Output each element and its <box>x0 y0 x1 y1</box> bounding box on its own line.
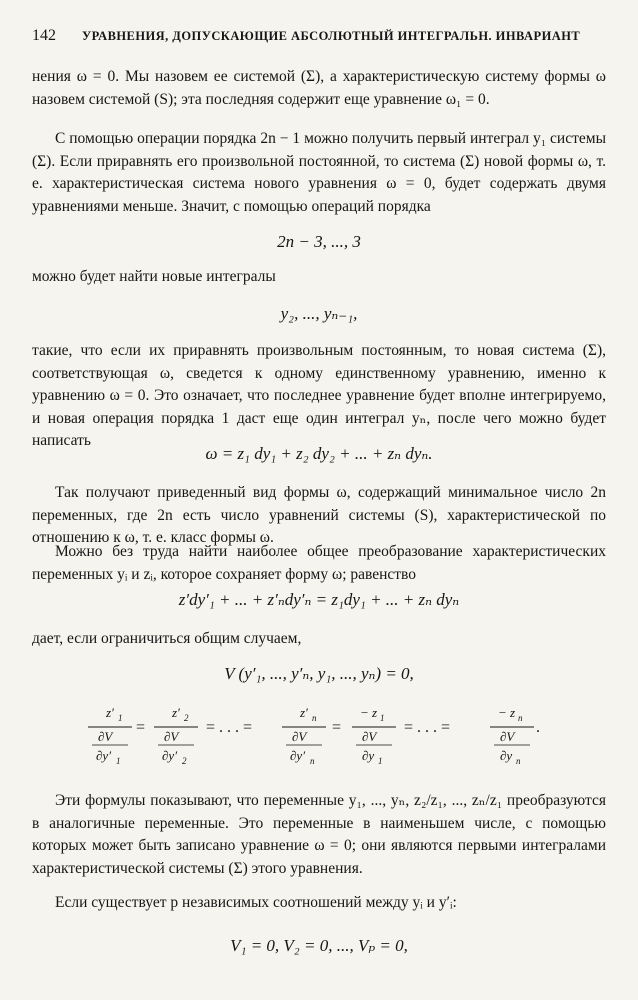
svg-text:=: = <box>136 719 146 736</box>
paragraph-2: С помощью операции порядка 2n − 1 можно получить первый интеграл y₁ системы (Σ). Если приравнять его произвольной постоянной, то система (Σ) новой формы ω, т. е. характеристическая система нового уравнения ω = 0, будет содержать двумя уравнениями меньше. Значит, с помощью операций порядка <box>32 130 606 215</box>
svg-text:∂y′: ∂y′ <box>162 748 178 763</box>
paragraph-6: Можно без труда найти наиболее общее преобразование характеристических переменных yᵢ и zᵢ, которое сохраняет форму ω; равенство <box>32 543 606 583</box>
svg-text:∂y′: ∂y′ <box>290 748 306 763</box>
running-header <box>32 27 612 49</box>
svg-text:.: . <box>536 719 540 736</box>
formula-ratios <box>84 700 554 770</box>
svg-text:∂y: ∂y <box>500 748 513 763</box>
formula-invariance-text: z′dy′₁ + ... + z′ₙdy′ₙ = z₁dy₁ + ... + zₙ dyₙ <box>178 590 460 609</box>
svg-text:∂y′: ∂y′ <box>96 748 112 763</box>
formula-reduced-form-text: ω = z₁ dy₁ + z₂ dy₂ + ... + zₙ dyₙ. <box>205 444 433 463</box>
svg-text:∂V: ∂V <box>500 729 515 744</box>
paragraph-5: Так получают приведенный вид формы ω, содержащий минимальное число 2n переменных, где 2n есть число уравнений системы (S), характеристической по отношению к ω, т. е. класс формы ω. <box>32 484 606 546</box>
paragraph-8: Эти формулы показывают, что переменные y₁, ..., yₙ, z₂/z₁, ..., zₙ/z₁ преобразуются в аналогичные переменные. Это переменные в наименьшем числе, с помощью которых может быть записано уравнение ω = 0; они являются первыми интегралами характеристической системы (Σ) этого уравнения. <box>32 792 606 877</box>
paragraph-3: можно будет найти новые интегралы <box>32 268 276 285</box>
running-title: УРАВНЕНИЯ, ДОПУСКАЮЩИЕ АБСОЛЮТНЫЙ ИНТЕГРАЛЬН. ИНВАРИАНТ <box>82 29 581 43</box>
svg-text:1: 1 <box>380 713 385 723</box>
svg-text:1: 1 <box>118 713 123 723</box>
paragraph-4: такие, что если их приравнять произвольным постоянным, то новая система (Σ), соответствующая ω, сведется к одному единственному уравнению, именно к уравнению ω = 0. Это означает, что последнее уравнение будет вполне интегрируемо, и новая операция порядка 1 даст еще один интеграл yₙ, после чего можно будет написать <box>32 342 606 449</box>
svg-text:z′: z′ <box>300 705 308 720</box>
svg-text:∂V: ∂V <box>98 729 113 744</box>
svg-text:2: 2 <box>182 756 187 766</box>
page-number: 142 <box>32 27 56 44</box>
svg-text:− z: − z <box>360 705 378 720</box>
svg-text:1: 1 <box>378 756 383 766</box>
svg-text:n: n <box>518 713 523 723</box>
svg-text:= . . . =: = . . . = <box>206 719 253 736</box>
paragraph-7: дает, если ограничиться общим случаем, <box>32 630 302 647</box>
formula-orders <box>0 232 638 252</box>
paragraph-9: Если существует p независимых соотношений между yᵢ и y′ᵢ: <box>55 894 457 911</box>
svg-text:2: 2 <box>184 713 189 723</box>
svg-text:1: 1 <box>116 756 121 766</box>
formula-reduced-form <box>0 444 638 464</box>
paragraph-1: нения ω = 0. Мы назовем ее системой (Σ), а характеристическую систему формы ω назовем системой (S); эта последняя содержит еще уравнение ω₁ = 0. <box>32 68 606 108</box>
svg-text:∂V: ∂V <box>362 729 377 744</box>
formula-orders-text: 2n − 3, ..., 3 <box>277 232 361 251</box>
svg-text:n: n <box>312 713 317 723</box>
formula-relation <box>0 664 638 684</box>
formula-relations-p <box>0 936 638 956</box>
svg-text:∂V: ∂V <box>292 729 307 744</box>
formula-new-integrals <box>0 304 638 324</box>
formula-relations-p-text: V₁ = 0, V₂ = 0, ..., Vₚ = 0, <box>230 936 408 955</box>
formula-invariance <box>0 590 638 610</box>
svg-text:=: = <box>332 719 342 736</box>
formula-relation-text: V (y′₁, ..., y′ₙ, y₁, ..., yₙ) = 0, <box>224 664 414 683</box>
svg-text:= . . . =: = . . . = <box>404 719 451 736</box>
svg-text:z′: z′ <box>172 705 180 720</box>
svg-text:n: n <box>310 756 315 766</box>
svg-text:z′: z′ <box>106 705 114 720</box>
svg-text:∂V: ∂V <box>164 729 179 744</box>
svg-text:n: n <box>516 756 521 766</box>
formula-new-integrals-text: y₂, ..., yₙ₋₁, <box>280 304 358 323</box>
svg-text:− z: − z <box>498 705 516 720</box>
svg-text:∂y: ∂y <box>362 748 375 763</box>
